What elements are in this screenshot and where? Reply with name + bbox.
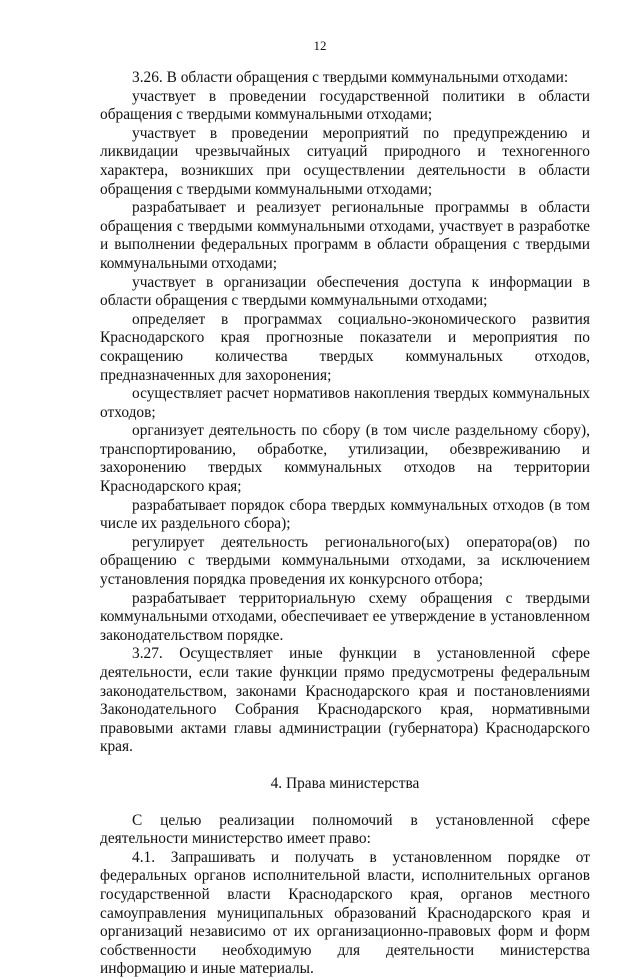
paragraph: участвует в организации обеспечения доступа к информации в области обращения с твердыми коммунальными отходами; <box>100 273 590 310</box>
paragraph: 3.26. В области обращения с твердыми коммунальными отходами: <box>132 69 569 86</box>
paragraph: С целью реализации полномочий в установленной сфере деятельности министерство имеет право: <box>100 811 590 848</box>
document-body <box>100 69 590 979</box>
paragraph: определяет в программах социально-экономического развития Краснодарского края прогнозные показатели и мероприятия по сокращению количества твердых коммунальных отходов, предназначенных для захоронения; <box>100 310 590 384</box>
paragraph: разрабатывает и реализует региональные программы в области обращения с твердыми коммунальными отходами, участвует в разработке и выполнении федеральных программ в области обращения с твердыми коммунальными отходами; <box>100 199 590 272</box>
paragraph: разрабатывает территориальную схему обращения с твердыми коммунальными отходами, обеспечивает ее утверждение в установленном законодательством порядке. <box>100 589 590 644</box>
page-number: 12 <box>313 38 327 53</box>
paragraph: разрабатывает порядок сбора твердых коммунальных отходов (в том числе их раздельного сбора); <box>100 496 590 533</box>
section-heading: 4. Права министерства <box>270 774 420 792</box>
paragraph: участвует в проведении мероприятий по предупреждению и ликвидации чрезвычайных ситуаций природного и техногенного характера, возникших при осуществлении деятельности в области обращения с твердыми коммунальными отходами; <box>100 124 590 198</box>
paragraph: 3.27. Осуществляет иные функции в установленной сфере деятельности, если такие функции прямо предусмотрены федеральным законодательством, законами Краснодарского края и постановлениями Законодательного Собрания Краснодарского края, нормативными правовыми актами главы администрации (губернатора) Краснодарского края. <box>100 645 590 756</box>
paragraph: 4.1. Запрашивать и получать в установленном порядке от федеральных органов исполнительной власти, исполнительных органов государственной власти Краснодарского края, органов местного самоуправления муниципальных образований Краснодарского края и организаций независимо от их организационно-правовых форм и форм собственности необходимую для деятельности министерства информацию и иные материалы. <box>100 848 590 978</box>
paragraph: регулирует деятельность регионального(ых) оператора(ов) по обращению с твердыми коммунальными отходами, за исключением установления порядка проведения их конкурсного отбора; <box>100 533 590 589</box>
paragraph: участвует в проведении государственной политики в области обращения с твердыми коммунальными отходами; <box>100 87 590 124</box>
paragraph: осуществляет расчет нормативов накопления твердых коммунальных отходов; <box>100 385 590 421</box>
paragraph: организует деятельность по сбору (в том числе раздельному сбору), транспортированию, обработке, утилизации, обезвреживанию и захоронению твердых коммунальных отходов на территории Краснодарского края; <box>100 422 590 496</box>
